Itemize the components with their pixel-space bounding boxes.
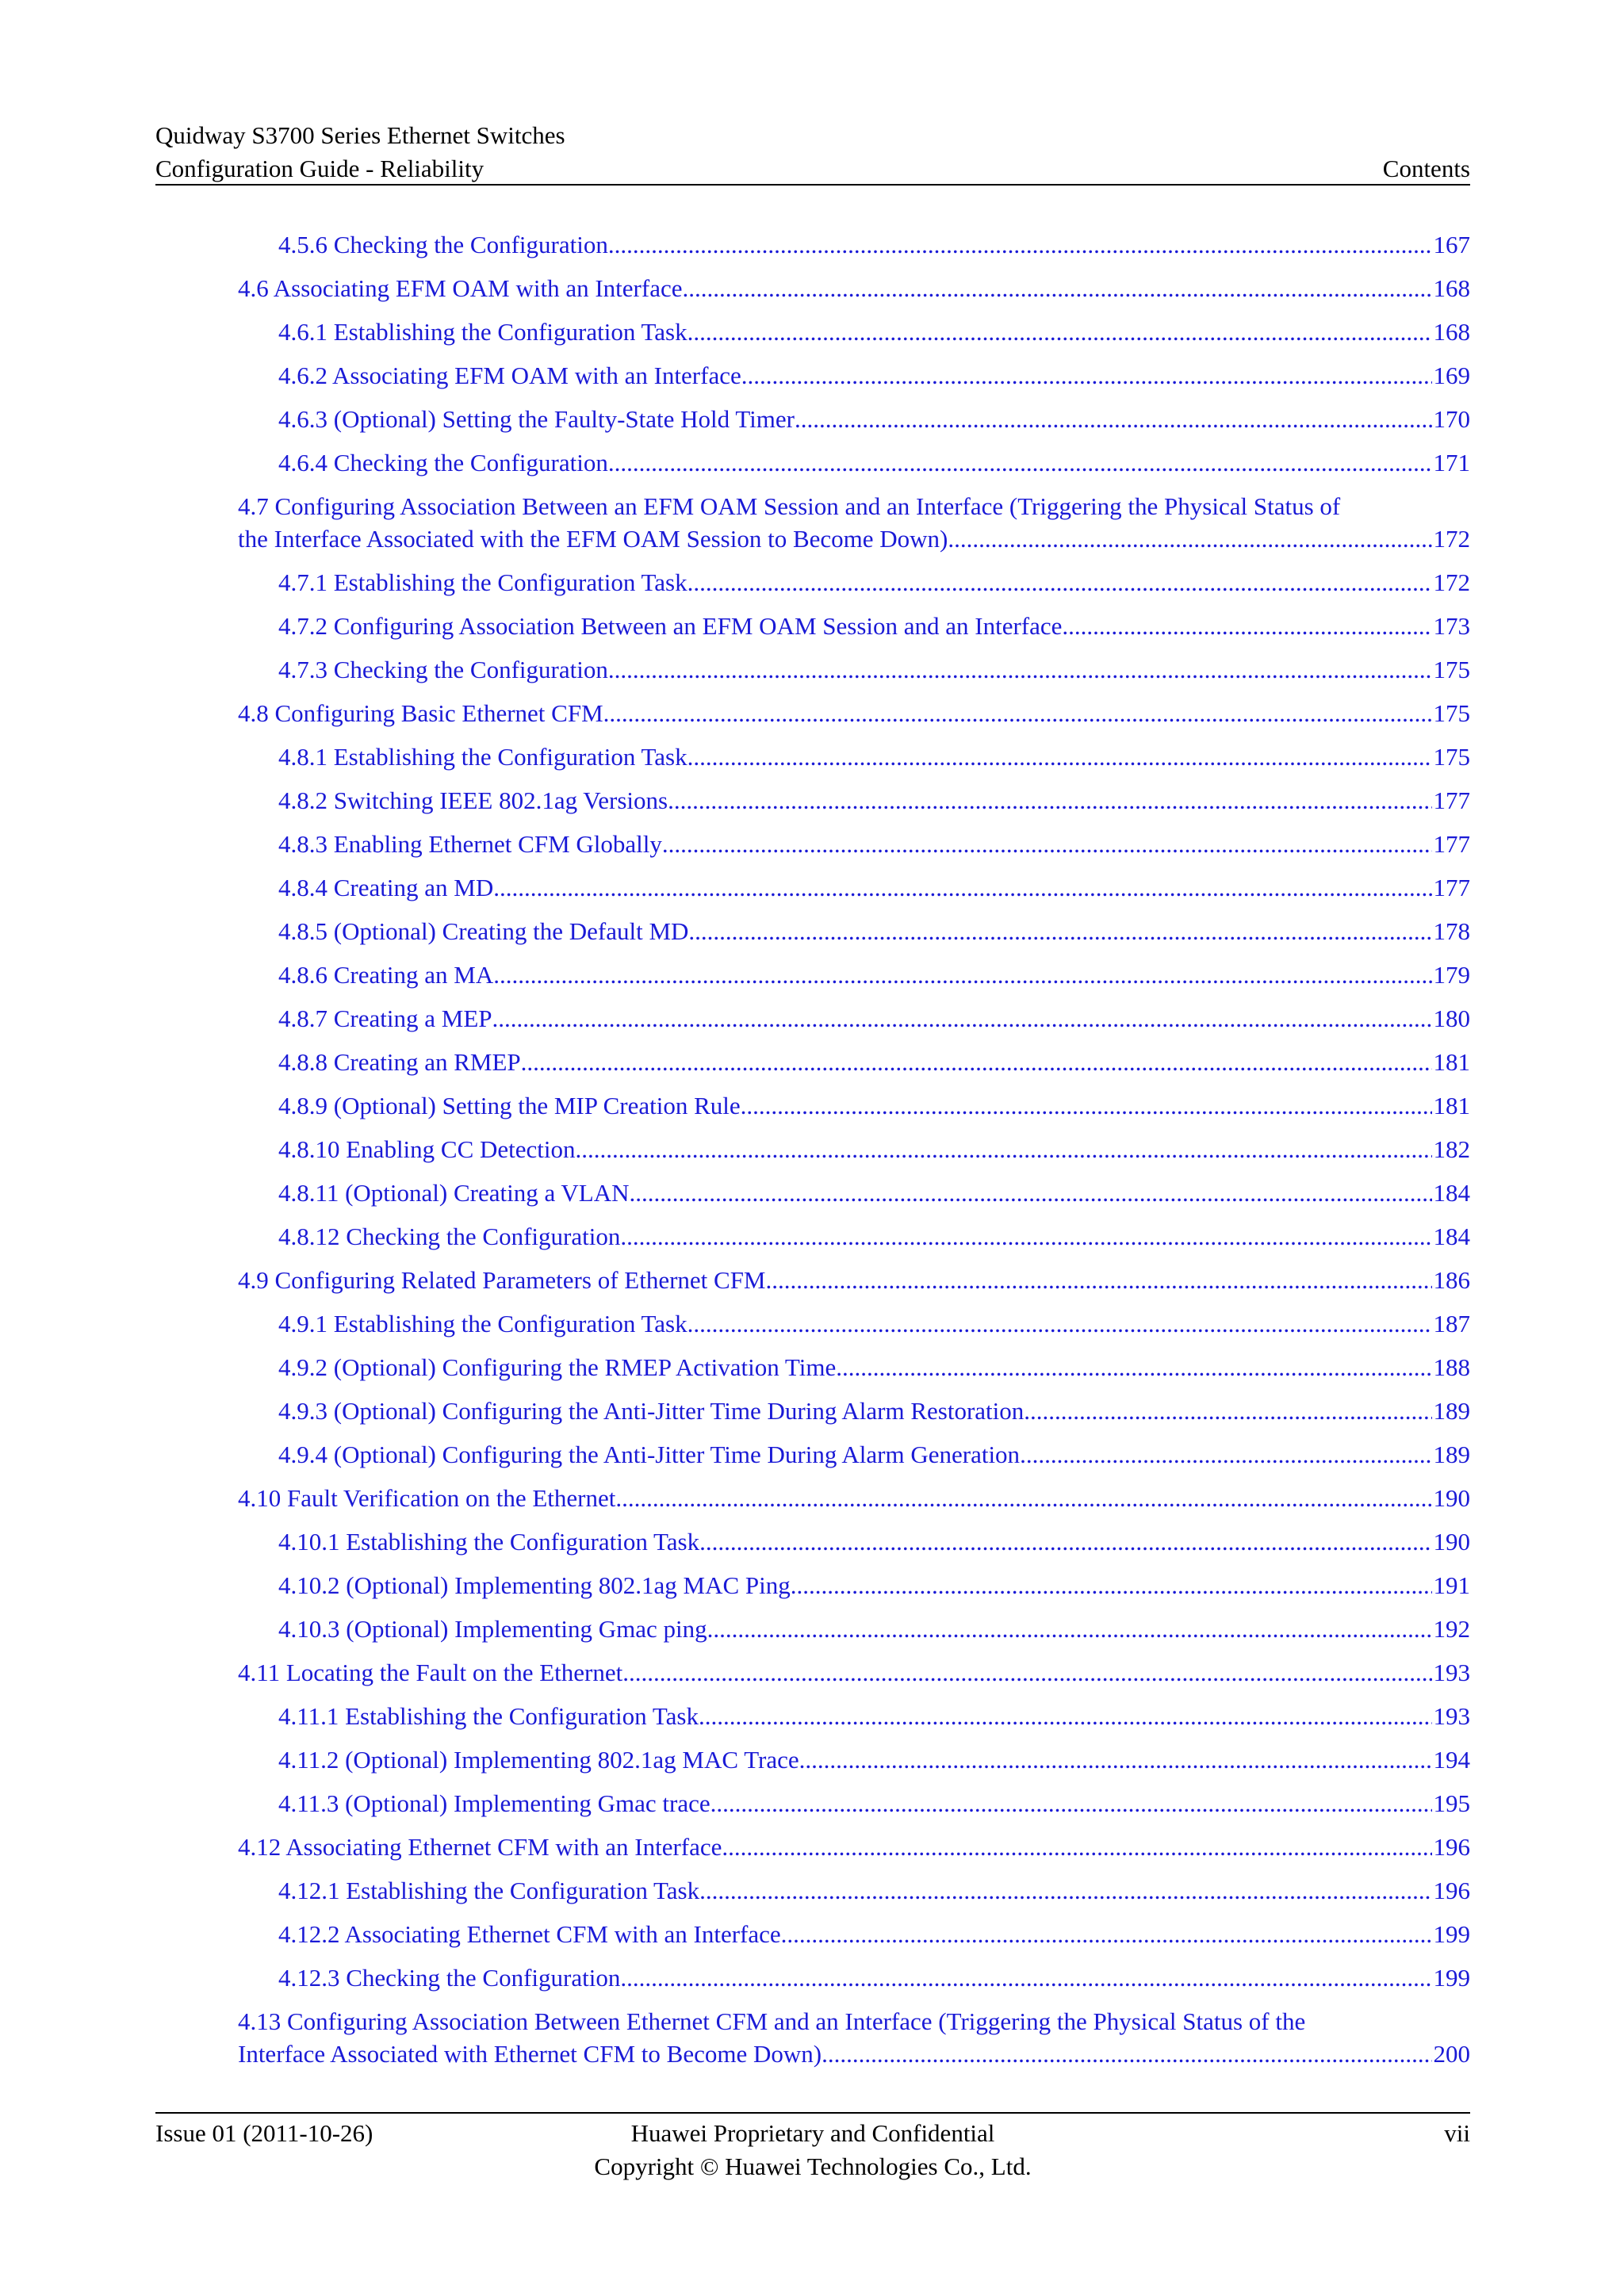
toc-leader [699,1525,1431,1558]
toc-link[interactable] [155,653,1470,686]
toc-leader [608,228,1432,261]
toc-item [155,959,1470,991]
toc-page-number: 181 [1433,1092,1470,1119]
toc-item [155,1482,1470,1514]
toc-page-number: 186 [1433,1266,1470,1294]
toc-link[interactable] [155,1569,1470,1601]
toc-title: 4.6.3 (Optional) Setting the Faulty-State Hold Timer [278,405,795,433]
toc-link[interactable] [155,1525,1470,1558]
toc-link[interactable] [155,316,1470,348]
toc-title: 4.12.2 Associating Ethernet CFM with an Interface [278,1920,781,1948]
toc-title: 4.11.1 Establishing the Configuration Task [278,1702,699,1730]
toc-item [155,316,1470,348]
toc-page-number: 175 [1433,699,1470,727]
toc-title: 4.8.5 (Optional) Creating the Default MD [278,917,689,945]
toc-link[interactable] [155,1307,1470,1340]
toc-item [155,2005,1470,2070]
toc-leader [1062,610,1431,642]
toc-title: 4.8.9 (Optional) Setting the MIP Creation Rule [278,1092,741,1119]
toc-title-line1: 4.7 Configuring Association Between an EFM OAM Session and an Interface (Triggering the Physical Status of [238,492,1341,520]
toc-leader [603,697,1432,729]
toc-link[interactable] [155,740,1470,773]
toc-leader [576,1133,1432,1165]
toc-leader [1020,1438,1431,1471]
toc-title: 4.8.1 Establishing the Configuration Task [278,743,688,771]
toc-item [155,566,1470,599]
toc-link[interactable] [155,610,1470,642]
toc-link[interactable] [155,1874,1470,1907]
toc-title: 4.10 Fault Verification on the Ethernet [238,1484,616,1512]
toc-title: 4.9.4 (Optional) Configuring the Anti-Jitter Time During Alarm Generation [278,1441,1021,1468]
toc-title: 4.9 Configuring Related Parameters of Ethernet CFM [238,1266,766,1294]
toc-item [155,272,1470,304]
toc-item [155,1918,1470,1950]
toc-item [155,1787,1470,1820]
toc-item [155,1264,1470,1296]
toc-item [155,1395,1470,1427]
toc-title: 4.7.2 Configuring Association Between an EFM OAM Session and an Interface [278,612,1063,640]
toc-title: 4.8.7 Creating a MEP [278,1004,492,1032]
toc-page-number: 184 [1433,1179,1470,1207]
toc-item [155,1525,1470,1558]
toc-page-number: 189 [1433,1441,1470,1468]
toc-leader [615,1482,1431,1514]
toc-item [155,871,1470,904]
footer-center [155,2117,1470,2183]
toc-leader [630,1177,1432,1209]
toc-item [155,1613,1470,1645]
toc-link[interactable] [155,566,1470,599]
toc-link[interactable] [155,228,1470,261]
toc-leader [707,1613,1432,1645]
toc-page-number: 168 [1433,274,1470,302]
toc-page-number: 196 [1433,1833,1470,1861]
toc-link[interactable] [155,1177,1470,1209]
toc-link[interactable] [155,1395,1470,1427]
toc-item [155,740,1470,773]
toc-item [155,828,1470,860]
toc-link[interactable] [155,915,1470,947]
toc-title: 4.12.3 Checking the Configuration [278,1964,621,1992]
toc-title: 4.8.6 Creating an MA [278,961,494,989]
toc-item [155,1874,1470,1907]
toc-title: 4.8 Configuring Basic Ethernet CFM [238,699,603,727]
toc-link[interactable] [155,1002,1470,1035]
toc-leader [722,1831,1431,1863]
toc-leader [710,1787,1432,1820]
footer-divider [155,2112,1470,2114]
toc-item [155,1700,1470,1732]
toc-leader [699,1874,1431,1907]
toc-title-line1: 4.13 Configuring Association Between Ethernet CFM and an Interface (Triggering the Physical Status of the [238,2007,1306,2035]
toc-title: 4.12 Associating Ethernet CFM with an Interface [238,1833,722,1861]
toc-item [155,1743,1470,1776]
toc-leader [688,316,1432,348]
toc-page-number: 195 [1433,1789,1470,1817]
toc-leader [608,446,1432,479]
toc-item [155,1961,1470,1994]
toc-leader [521,1046,1432,1078]
toc-leader [682,272,1431,304]
header-guide: Configuration Guide - Reliability [155,155,485,182]
toc-link[interactable] [155,1787,1470,1820]
toc-title: 4.8.4 Creating an MD [278,874,494,901]
toc-page-number: 193 [1433,1702,1470,1730]
toc-page-number: 196 [1433,1877,1470,1904]
toc-page-number: 172 [1433,525,1470,553]
toc-leader [795,403,1432,435]
toc-leader [836,1351,1431,1383]
toc-title: 4.12.1 Establishing the Configuration Task [278,1877,700,1904]
toc-page-number: 200 [1433,2040,1470,2068]
toc-leader [699,1700,1432,1732]
toc-item [155,1133,1470,1165]
toc-item [155,1307,1470,1340]
toc-leader [493,959,1431,991]
toc-leader [822,2038,1431,2070]
toc-page-number: 171 [1433,449,1470,476]
toc-page-number: 192 [1433,1615,1470,1643]
toc-title: 4.8.3 Enabling Ethernet CFM Globally [278,830,662,858]
toc-link[interactable] [155,871,1470,904]
toc-link[interactable] [155,403,1470,435]
toc-item [155,1220,1470,1253]
toc-title: 4.8.12 Checking the Configuration [278,1223,621,1250]
toc-title: 4.8.8 Creating an RMEP [278,1048,521,1076]
toc-leader [662,828,1432,860]
toc-title: 4.11 Locating the Fault on the Ethernet [238,1659,623,1686]
toc-item [155,1046,1470,1078]
page-header [155,119,1470,186]
toc-title: 4.6.2 Associating EFM OAM with an Interface [278,362,741,389]
toc-title: 4.8.11 (Optional) Creating a VLAN [278,1179,630,1207]
toc-title: 4.5.6 Checking the Configuration [278,231,608,258]
toc-page-number: 167 [1433,231,1470,258]
toc-item [155,490,1470,555]
toc-title: 4.6.4 Checking the Configuration [278,449,608,476]
footer-issue: Issue 01 (2011-10-26) [155,2119,373,2147]
toc-link[interactable] [155,490,1470,555]
toc-page-number: 194 [1433,1746,1470,1774]
toc-leader [688,915,1431,947]
toc-leader [781,1918,1432,1950]
toc-leader [620,1961,1431,1994]
toc-page-number: 178 [1433,917,1470,945]
toc-leader [791,1569,1432,1601]
toc-link[interactable] [155,1918,1470,1950]
toc-page-number: 184 [1433,1223,1470,1250]
toc-item [155,1831,1470,1863]
footer-page-number: vii [1444,2119,1470,2147]
toc-link[interactable] [155,272,1470,304]
toc-item [155,784,1470,817]
toc-leader [620,1220,1431,1253]
toc-link[interactable] [155,784,1470,817]
toc-page-number: 181 [1433,1048,1470,1076]
toc-item [155,228,1470,261]
toc-leader [668,784,1431,817]
toc-title: 4.6.1 Establishing the Configuration Task [278,318,688,346]
toc-page-number: 199 [1433,1964,1470,1992]
toc-page-number: 177 [1433,786,1470,814]
toc-page-number: 199 [1433,1920,1470,1948]
toc-item [155,697,1470,729]
toc-title: 4.11.3 (Optional) Implementing Gmac trace [278,1789,710,1817]
toc-link[interactable] [155,697,1470,729]
toc-item [155,653,1470,686]
toc-page-number: 172 [1433,568,1470,596]
toc-page-number: 182 [1433,1135,1470,1163]
toc-title: 4.7.3 Checking the Configuration [278,656,608,683]
toc-link[interactable] [155,1613,1470,1645]
toc-leader [948,522,1431,555]
toc-page-number: 170 [1433,405,1470,433]
toc-title: 4.9.3 (Optional) Configuring the Anti-Jitter Time During Alarm Restoration [278,1397,1025,1425]
toc-item [155,1438,1470,1471]
toc-page-number: 175 [1433,743,1470,771]
toc-leader [799,1743,1432,1776]
toc-link[interactable] [155,1656,1470,1689]
toc-item [155,1351,1470,1383]
toc-item [155,1569,1470,1601]
toc-title-line2: the Interface Associated with the EFM OAM Session to Become Down) [238,525,948,553]
toc-page-number: 169 [1433,362,1470,389]
toc-link[interactable] [155,1264,1470,1296]
toc-link[interactable] [155,1089,1470,1122]
toc-title: 4.6 Associating EFM OAM with an Interface [238,274,683,302]
toc-leader [608,653,1432,686]
header-divider [155,184,1470,186]
toc-title: 4.9.1 Establishing the Configuration Task [278,1310,688,1337]
toc-link[interactable] [155,446,1470,479]
toc-link[interactable] [155,1351,1470,1383]
toc-title: 4.8.10 Enabling CC Detection [278,1135,576,1163]
toc-page-number: 189 [1433,1397,1470,1425]
toc-link[interactable] [155,1220,1470,1253]
toc-item [155,403,1470,435]
toc-link[interactable] [155,828,1470,860]
toc-leader [622,1656,1431,1689]
toc-leader [1024,1395,1431,1427]
toc-last-line [238,2038,1470,2070]
toc-page-number: 177 [1433,830,1470,858]
toc-link[interactable] [155,359,1470,392]
toc-leader [492,1002,1432,1035]
toc-item [155,610,1470,642]
toc-page-number: 188 [1433,1353,1470,1381]
toc-item [155,446,1470,479]
toc-link[interactable] [155,1438,1470,1471]
toc-leader [766,1264,1432,1296]
toc-page-number: 187 [1433,1310,1470,1337]
toc-link[interactable] [155,1133,1470,1165]
footer-copyright: Copyright © Huawei Technologies Co., Ltd. [594,2152,1032,2180]
table-of-contents [155,228,1470,2081]
toc-link[interactable] [155,1700,1470,1732]
footer-confidential: Huawei Proprietary and Confidential [630,2119,995,2147]
header-section: Contents [1382,155,1470,182]
toc-link[interactable] [155,2005,1470,2070]
toc-link[interactable] [155,1743,1470,1776]
toc-title: 4.11.2 (Optional) Implementing 802.1ag MAC Trace [278,1746,799,1774]
toc-page-number: 177 [1433,874,1470,901]
toc-title: 4.10.3 (Optional) Implementing Gmac ping [278,1615,707,1643]
toc-page-number: 190 [1433,1484,1470,1512]
toc-link[interactable] [155,1831,1470,1863]
toc-link[interactable] [155,1961,1470,1994]
toc-title: 4.8.2 Switching IEEE 802.1ag Versions [278,786,668,814]
header-product: Quidway S3700 Series Ethernet Switches [155,121,565,149]
toc-leader [688,1307,1432,1340]
toc-leader [741,1089,1432,1122]
toc-last-line [238,522,1470,555]
toc-title-line2: Interface Associated with Ethernet CFM to Become Down) [238,2040,822,2068]
toc-link[interactable] [155,1046,1470,1078]
toc-page-number: 191 [1433,1571,1470,1599]
toc-page-number: 190 [1433,1528,1470,1556]
toc-leader [688,740,1432,773]
header-row [155,152,1470,186]
toc-title: 4.9.2 (Optional) Configuring the RMEP Activation Time [278,1353,837,1381]
toc-page-number: 179 [1433,961,1470,989]
toc-item [155,359,1470,392]
toc-page-number: 173 [1433,612,1470,640]
toc-link[interactable] [155,1482,1470,1514]
toc-title: 4.10.2 (Optional) Implementing 802.1ag MAC Ping [278,1571,791,1599]
toc-page-number: 168 [1433,318,1470,346]
toc-item [155,1177,1470,1209]
toc-leader [688,566,1432,599]
toc-page-number: 193 [1433,1659,1470,1686]
toc-item [155,1089,1470,1122]
toc-leader [493,871,1431,904]
toc-title: 4.10.1 Establishing the Configuration Task [278,1528,700,1556]
toc-leader [741,359,1432,392]
toc-title: 4.7.1 Establishing the Configuration Task [278,568,688,596]
toc-item [155,1656,1470,1689]
toc-page-number: 180 [1433,1004,1470,1032]
toc-item [155,1002,1470,1035]
toc-item [155,915,1470,947]
toc-page-number: 175 [1433,656,1470,683]
toc-link[interactable] [155,959,1470,991]
